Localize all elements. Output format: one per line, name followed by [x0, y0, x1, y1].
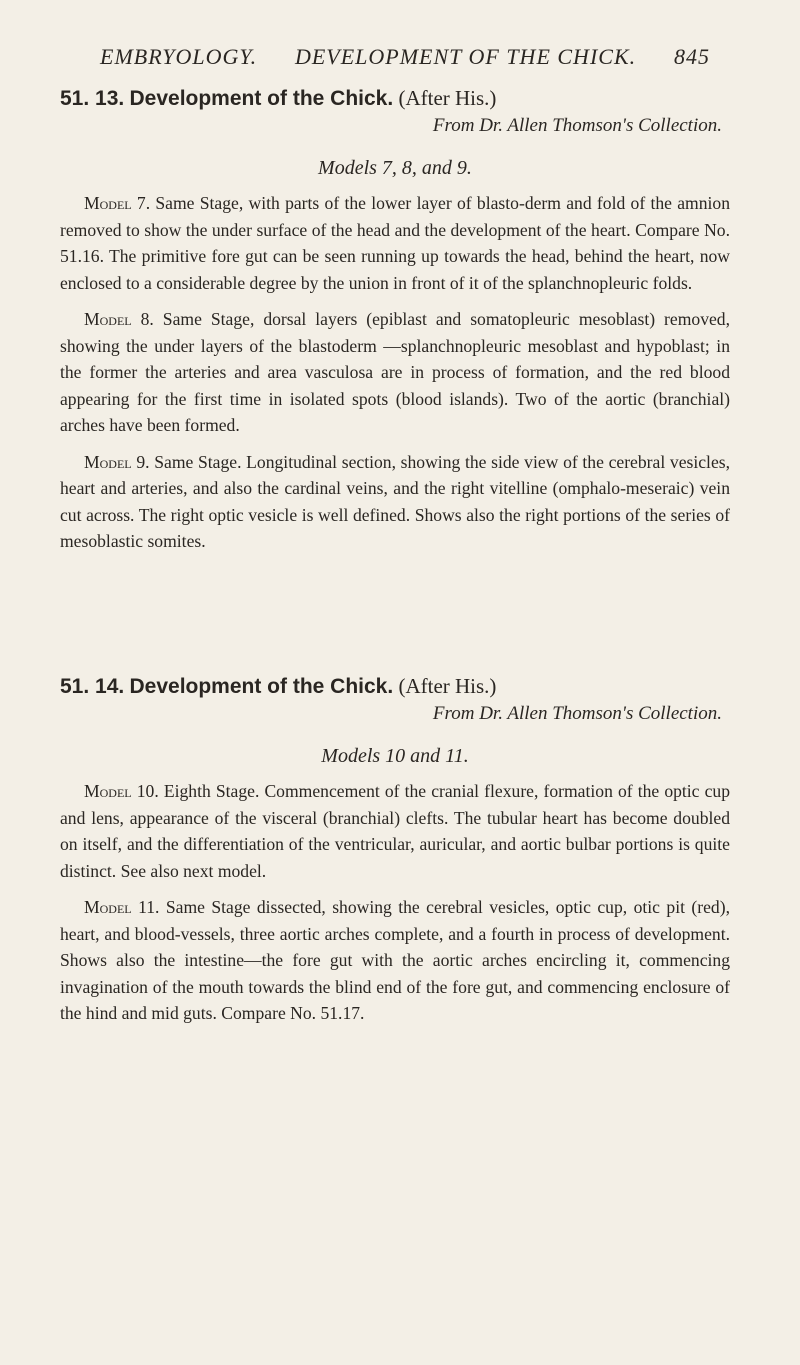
model-text: Eighth Stage. Commencement of the cranial flexure, formation of the optic cup and lens, appearance of the visceral (branchial) clefts. The tubular heart has become doubled on itself, and the differentiation of the ventricular, auricular, and aortic bulbar portions is quite distinct. See also next model. [60, 781, 730, 881]
page-number: 845 [673, 44, 710, 69]
entry-title [60, 84, 730, 113]
model-text: Same Stage, dorsal layers (epiblast and somatopleuric mesoblast) removed, showing the under layers of the blastoderm —splanchnopleuric mesoblast and hypoblast; in the former the arteries and area vasculosa are in process of formation, and the red blood appearing for the first time in isolated spots (blood islands). Two of the aortic (branchial) arches have been formed. [60, 309, 730, 435]
entry-number: 51. 13. [60, 87, 125, 110]
entry-attribution: (After His.) [398, 86, 497, 110]
model-text: Same Stage. Longitudinal section, showing the side view of the cerebral vesicles, heart and arteries, and also the cardinal veins, and the right vitelline (omphalo-meseraic) vein cut across. The right optic vesicle is well defined. Shows also the right portions of the series of mesoblastic somites. [60, 451, 731, 551]
catalogue-entry [60, 672, 730, 1037]
model-description [60, 894, 730, 1027]
model-description [60, 778, 730, 884]
entry-number: 51. 14. [60, 675, 125, 698]
model-text: Same Stage dissected, showing the cerebral vesicles, optic cup, otic pit (red), heart, and blood-vessels, three aortic arches complete, and a fourth in process of development. Shows also the intestine—the fore gut with the aortic arches encircling it, commencing invagination of the mouth towards the blind end of the fore gut, and commencing enclosure of the hind and mid guts. Compare No. 51.17. [60, 897, 730, 1023]
entry-name: Development of the Chick. [129, 675, 394, 698]
model-label: Model 8. [84, 309, 154, 329]
model-text: Same Stage, with parts of the lower layer of blasto-derm and fold of the amnion removed to show the under surface of the head and the development of the heart. Compare No. 51.16. The primitive fore gut can be seen running up towards the head, behind the heart, now enclosed to a considerable degree by the union in front of it of the splanchnopleuric folds. [60, 193, 730, 293]
model-label: Model 10. [84, 781, 159, 801]
model-description [60, 449, 730, 555]
running-head-left: EMBRYOLOGY. [100, 44, 258, 69]
entry-attribution: (After His.) [398, 674, 497, 698]
models-heading: Models 7, 8, and 9. [318, 157, 472, 179]
model-label: Model 11. [84, 897, 160, 917]
models-heading: Models 10 and 11. [321, 745, 469, 767]
running-head [100, 44, 710, 70]
model-label: Model 9. [84, 451, 150, 472]
catalogue-entry [60, 84, 730, 565]
entry-title [60, 672, 730, 701]
entry-source: From Dr. Allen Thomson's Collection. [432, 703, 722, 724]
entry-name: Development of the Chick. [129, 87, 394, 110]
running-head-center: DEVELOPMENT OF THE CHICK. [294, 44, 637, 69]
model-label: Model 7. [84, 193, 151, 213]
model-description [60, 190, 730, 296]
model-description [60, 306, 730, 439]
entry-source: From Dr. Allen Thomson's Collection. [432, 115, 722, 136]
